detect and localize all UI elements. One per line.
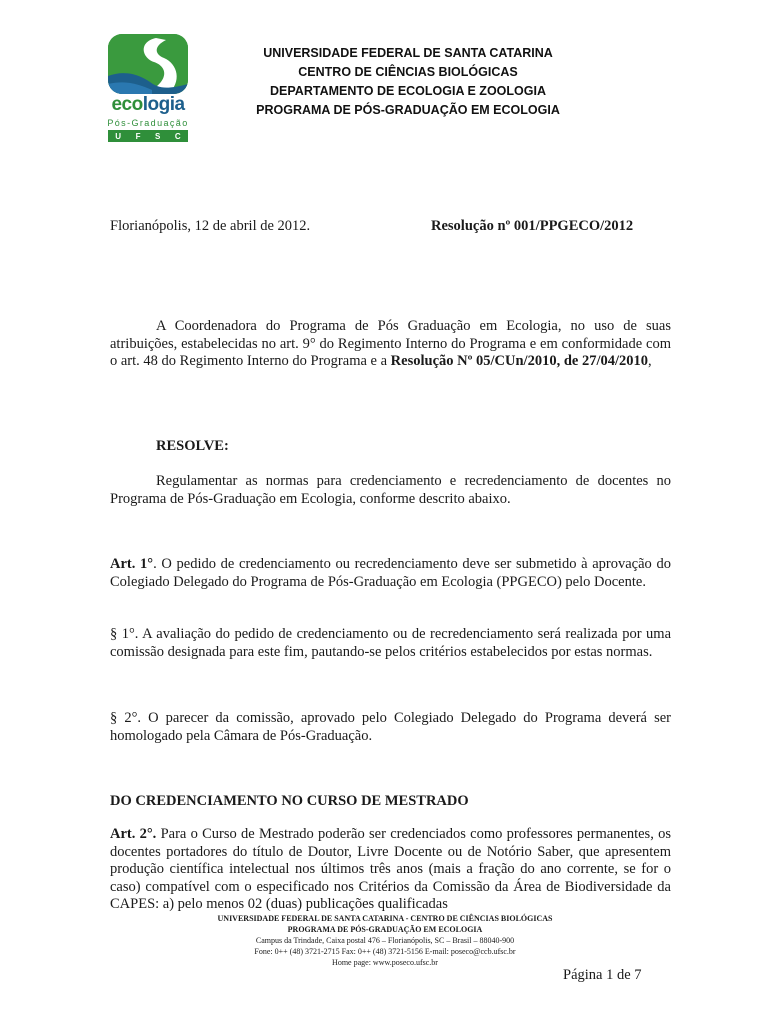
logo-wordmark: ecologia (111, 94, 185, 115)
article-2: Art. 2°. Para o Curso de Mestrado poderão ser credenciados como professores permanentes, os docentes portadores do título de Doutor, Livre Docente ou de Notório Saber, que apresentem produção científica intelectual nos últimos três anos (mais a fração do ano corrente, se for o caso) compatível com o especificado nos Critérios da Comissão da Área de Biodiversidade da CAPES: a) pelo menos 02 (duas) publicações qualificadas (110, 826, 671, 913)
resolve-heading: RESOLVE: (156, 438, 229, 454)
footer-line: Campus da Trindade, Caixa postal 476 – Florianópolis, SC – Brasil – 88040-900 (255, 936, 515, 945)
resolve-paragraph: Regulamentar as normas para credenciamento e recredenciamento de docentes no Programa de Pós-Graduação em Ecologia, conforme descrito abaixo. (110, 473, 671, 507)
logo-wave-icon (108, 34, 188, 94)
section-title: DO CREDENCIAMENTO NO CURSO DE MESTRADO (110, 793, 469, 809)
footer-line: Fone: 0++ (48) 3721-2715 Fax: 0++ (48) 3721-5156 E-mail: poseco@ccb.ufsc.br (254, 947, 516, 956)
header-line: CENTRO DE CIÊNCIAS BIOLÓGICAS (298, 65, 518, 79)
logo-ufsc-bar: U F S C (108, 130, 188, 142)
page-footer (150, 913, 620, 968)
place-date: Florianópolis, 12 de abril de 2012. (110, 218, 311, 234)
article-1: Art. 1°. O pedido de credenciamento ou recredenciamento deve ser submetido à aprovação do Colegiado Delegado do Programa de Pós-Graduação em Ecologia (PPGECO) pelo Docente. (110, 556, 671, 590)
header-line: PROGRAMA DE PÓS-GRADUAÇÃO EM ECOLOGIA (256, 103, 560, 117)
resolution-number: Resolução nº 001/PPGECO/2012 (431, 218, 634, 234)
intro-paragraph: A Coordenadora do Programa de Pós Graduação em Ecologia, no uso de suas atribuições, estabelecidas no art. 9° do Regimento Interno do Programa e em conformidade com o art. 48 do Regimento Interno do Programa e a Resolução Nº 05/CUn/2010, de 27/04/2010, (110, 318, 671, 370)
page-number: Página 1 de 7 (563, 967, 642, 983)
footer-line: PROGRAMA DE PÓS-GRADUAÇÃO EM ECOLOGIA (287, 925, 483, 934)
footer-line: UNIVERSIDADE FEDERAL DE SANTA CATARINA - CENTRO DE CIÊNCIAS BIOLÓGICAS (217, 914, 553, 923)
ecologia-logo (104, 32, 192, 144)
logo-subtitle: Pós-Graduação (107, 118, 189, 128)
institution-header (230, 44, 586, 120)
paragraph-2: § 2°. O parecer da comissão, aprovado pelo Colegiado Delegado do Programa deverá ser homologado pela Câmara de Pós-Graduação. (110, 710, 671, 744)
header-line: UNIVERSIDADE FEDERAL DE SANTA CATARINA (263, 46, 553, 60)
paragraph-1: § 1°. A avaliação do pedido de credenciamento ou de recredenciamento será realizada por uma comissão designada para este fim, pautando-se pelos critérios estabelecidos por estas normas. (110, 626, 671, 660)
footer-line: Home page: www.poseco.ufsc.br (332, 958, 438, 967)
header-line: DEPARTAMENTO DE ECOLOGIA E ZOOLOGIA (270, 84, 546, 98)
